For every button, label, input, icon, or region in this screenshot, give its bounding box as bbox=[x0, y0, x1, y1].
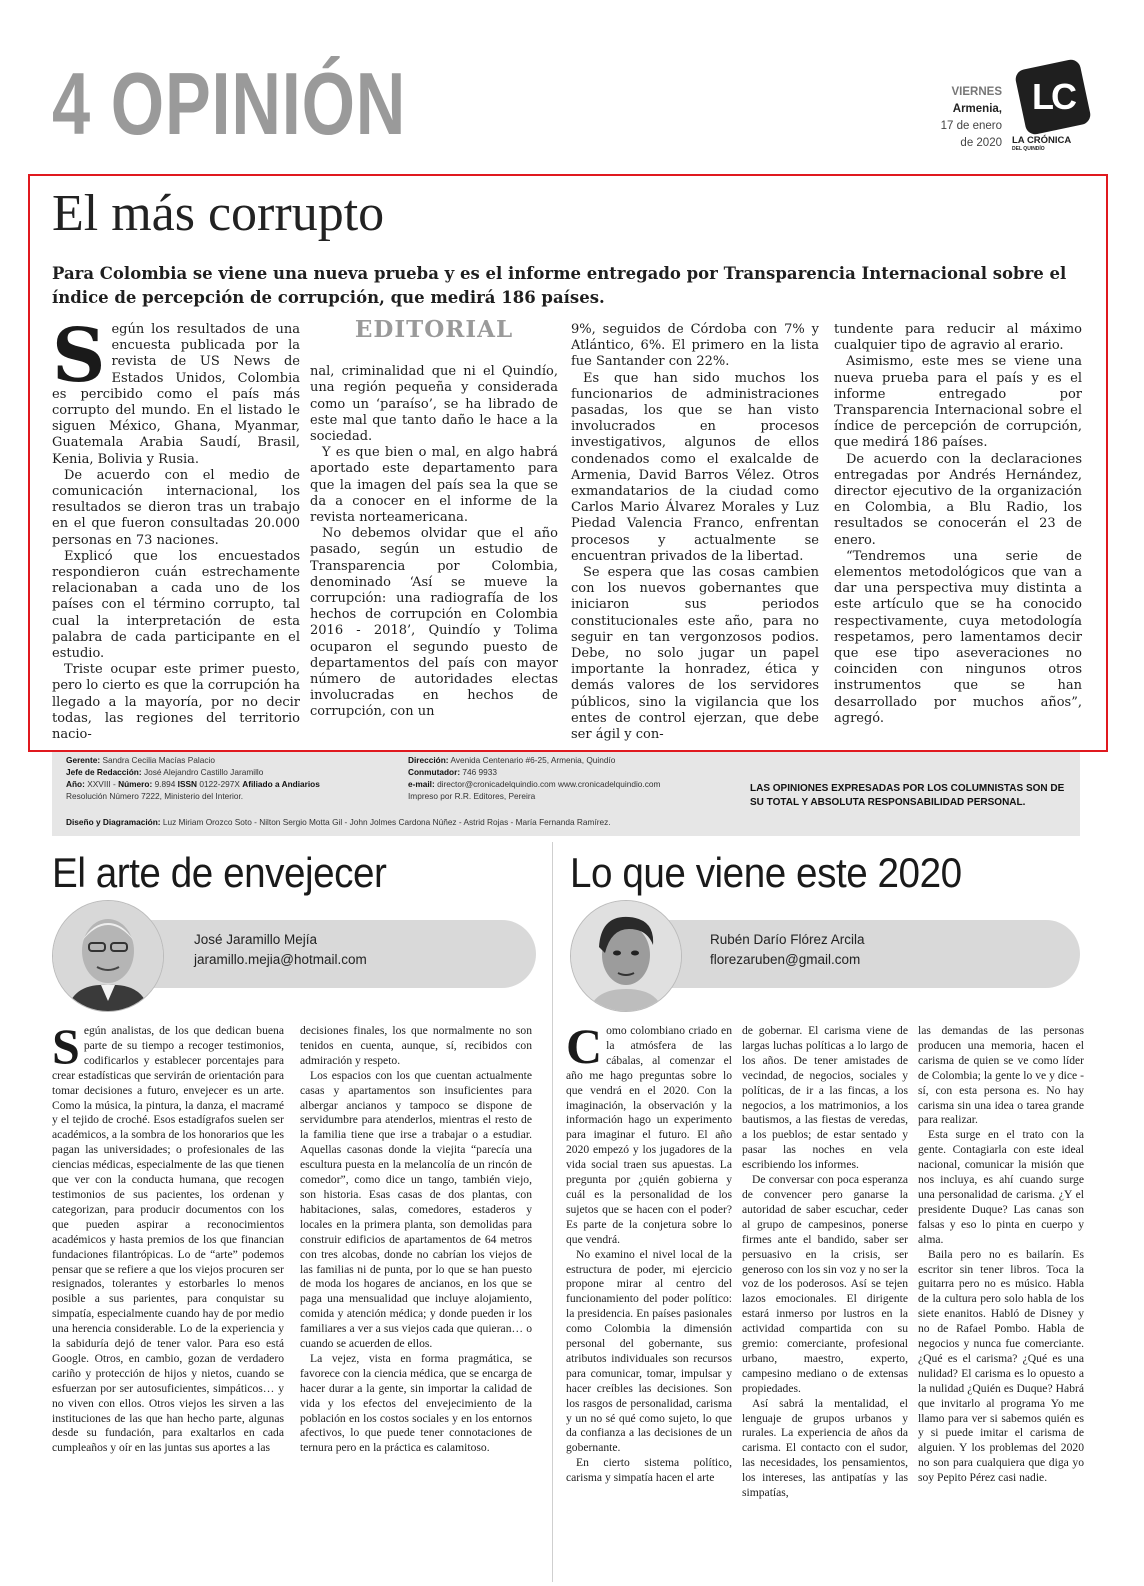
author-name-right: Rubén Darío Flórez Arcila bbox=[710, 932, 865, 947]
editorial-paragraph: No debemos olvidar que el año pasado, según un estudio de Transparencia por Colombia, denominado ‘Así se mueve la corrupción: una radiografía de los hechos de corrupción en Colombia 2016 - 2018’, Quindío y Tolima ocuparon el segundo puesto de departamentos del país con mayor número de autoridades electas involucradas en hechos de corrupción, con un bbox=[310, 526, 558, 720]
newspaper-logo bbox=[1012, 64, 1094, 152]
credit-label: Afiliado a Andiarios bbox=[242, 779, 320, 789]
column-paragraph: Así sabrá la mentalidad, el lenguaje de grupos urbanos y rurales. La experiencia de años da carisma. El contacto con el sudor, las necesidades, los pensamientos, los intereses, las antipatías y las simpatías, bbox=[742, 1396, 908, 1500]
date-day: VIERNES bbox=[951, 86, 1002, 98]
editorial-paragraph bbox=[52, 313, 300, 468]
editorial-lead: Para Colombia se viene una nueva prueba y es el informe entregado por Transparencia Internacional sobre el índice de percepción de corrupción, que medirá 186 países. bbox=[52, 264, 1067, 307]
column-paragraph: de gobernar. El carisma viene de largas luchas políticas a lo largo de los años. De tener amistades de vecindad, de negocios, sociales y políticas, de ir a las fincas, a los negocios, a los matrimonios, a los bautismos, a las fiestas de veredas, a los pueblos; de estar sentado y pasar las noches en vela escribiendo los informes. bbox=[742, 1024, 908, 1172]
editorial-paragraph: “Tendremos una serie de elementos metodológicos que van a dar una perspectiva muy distinta a este artículo que se ha conocido respectivamente, cuya metodología respetamos, pero lamentamos decir que ese tipo aseveraciones no coinciden con ningunos otros instrumentos que se han desarrollado por muchos años”, agregó. bbox=[834, 548, 1082, 726]
editorial-paragraph: Y es que bien o mal, en algo habrá aportado este departamento para que la imagen del país sea la que se da a conocer en el informe de la revista norteamericana. bbox=[310, 445, 558, 526]
credit-label: Jefe de Redacción: bbox=[66, 767, 142, 777]
column-paragraph: decisiones finales, los que normalmente no son tenidos en cuenta, aunque, sí, recibidos con admiración y respeto. bbox=[300, 1024, 532, 1067]
drop-cap: S bbox=[52, 313, 106, 399]
editorial-paragraph: Explicó que los encuestados respondieron cuán estrechamente relacionaban a cada uno de los países con el término corrupto, tal cual la interpretación de esta palabra de cada participante en el estudio. bbox=[52, 548, 300, 662]
column-text: omo colombiano criado en la atmósfera de las cábalas, al comenzar el año me hago preguntas sobre lo que vendrá en el 2020. Con la imaginación, la observación y la información hago un experimento para imaginar el futuro. El año 2020 empezó y los jugadores de la vida social traen sus apuestas. La pregunta por ¿quién gobierna y cuál es la personalidad de los sujetos que se hacen con el poder? Es parte de la conjetura sobre lo que vendrá. bbox=[566, 1024, 732, 1246]
credit-label: Gerente: bbox=[66, 755, 101, 765]
editorial-label: EDITORIAL bbox=[354, 316, 514, 343]
credits-contact bbox=[408, 754, 748, 802]
logo-letters: LC bbox=[1032, 76, 1074, 117]
author-portrait-right bbox=[571, 901, 681, 1011]
column-paragraph: las demandas de las personas producen una memoria, hacen el carisma de quien se ve como líder de Colombia; la gente lo ve y dice - sí, con esta persona es. No hay carisma sin una idea o tarea grande para realizar. bbox=[918, 1024, 1084, 1127]
editorial-paragraph: nal, criminalidad que ni el Quindío, una región pequeña y considerada como un ‘paraíso’, se ha librado de este mal que tanto daño le hace a la sociedad. bbox=[310, 364, 558, 445]
logo-mark bbox=[1014, 58, 1092, 136]
column-paragraph: Los espacios con los que cuentan actualmente casas y apartamentos son insuficientes para albergar ancianos y tampoco se dispone de servidumbre para atenderlos, mientras el resto de la familia tiene que irse a trabajar o a estudiar. Aquellas casonas donde la viejita “parecía una escultura puesta en la melancolía de un rincón de comedor”, como dice un tango, también viejo, son historia. Esas casas de dos plantas, con habitaciones, salas, comedores, estaderos y locales en la primera planta, son demolidas para construir edificios de apartamentos de 64 metros con tres alcobas, donde no cabrían los viejos de las familias ni de punta, por lo que se han puesto de moda los hogares de ancianos, en los que se paga una mensualidad que incluye alojamiento, comida y atención médica; y donde pueden ir los familiares a ver a sus viejos cada que quieran… o cuando se acuerden de ellos. bbox=[300, 1068, 532, 1351]
credits-staff bbox=[66, 754, 396, 802]
author-portrait-left bbox=[53, 901, 163, 1011]
credit-label: e-mail: bbox=[408, 779, 435, 789]
credit-label: Conmutador: bbox=[408, 767, 461, 777]
author-photo-right bbox=[570, 900, 682, 1012]
credit-value: 9.894 bbox=[154, 779, 176, 789]
credit-label: Año: bbox=[66, 779, 85, 789]
editorial-text: egún los resultados de una encuesta publicada por la revista de US News de Estados Unidos, Colombia es percibido como el país más corrupto del mundo. En el listado le siguen México, Ghana, Myanmar, Guatemala Arabia Saudí, Brasil, Kenia, Bolivia y Rusia. bbox=[52, 322, 300, 467]
column-left-text-1 bbox=[52, 1018, 284, 1456]
author-name-left: José Jaramillo Mejía bbox=[194, 932, 318, 947]
credit-label: Número: bbox=[118, 779, 153, 789]
logo-name: LA CRÓNICA bbox=[1012, 135, 1072, 146]
date-city: Armenia, bbox=[952, 103, 1002, 115]
credit-value: 746 9933 bbox=[462, 767, 498, 777]
column-title-left: El arte de envejecer bbox=[52, 849, 387, 896]
column-right-text-2 bbox=[742, 1024, 908, 1501]
credit-value: José Alejandro Castillo Jaramillo bbox=[143, 767, 264, 777]
editorial-paragraph: tundente para reducir al máximo cualquier tipo de agravio al erario. bbox=[834, 322, 1082, 354]
date-block bbox=[930, 84, 1002, 152]
column-paragraph: Baila pero no es bailarín. Es escritor sin tener libros. Toca la guitarra pero no es músico. Habla de la cultura pero solo habla de los siete enanitos. Habló de Disney y no de Rafael Pombo. Habla de negocios y nunca fue comerciante. ¿Qué es el carisma? ¿Qué es una nulidad? El carisma es lo opuesto a la nulidad ¿Quién es Duque? Habrá que invitarlo al programa Yo me llamo para ver si sabemos quién es y si puede imitar el carisma de alguien. Y los problemas del 2020 no son para cualquiera que diga yo soy Pepito Pérez casi nadie. bbox=[918, 1247, 1084, 1485]
editorial-column-3 bbox=[571, 322, 819, 743]
editorial-paragraph: Se espera que las cosas cambien con los nuevos gobernantes que iniciaron sus periodos constitucionales este año, para no seguir en tan vergonzosos podios. Debe, no solo jugar un papel importante la honradez, ética y demás valores de los servidores públicos, sino la vigilancia que los entes de control ejerzan, que debe ser ágil y con- bbox=[571, 565, 819, 743]
editorial-paragraph: 9%, seguidos de Córdoba con 7% y Atlántico, 6%. El primero en la lista fue Santander con 22%. bbox=[571, 322, 819, 370]
logo-subname: DEL QUINDÍO bbox=[1012, 146, 1045, 152]
column-paragraph: No examino el nivel local de la estructura de poder, mi ejercicio propone mirar al centro del funcionamiento del poder político: la presidencia. En países pasionales como Colombia la dimensión personal del gobernante, sus atributos individuales son recursos para comunicar, tomar, impulsar y hacer creíbles las decisiones. Son los rasgos de personalidad, carisma y un no sé qué como sujeto, lo que da confianza a las decisiones de un gobernante. bbox=[566, 1247, 732, 1455]
editorial-paragraph: Asimismo, este mes se viene una nueva prueba para el país y es el informe entregado por Transparencia Internacional sobre el índice de percepción de corrupción, que medirá 186 países. bbox=[834, 354, 1082, 451]
column-paragraph: La vejez, vista en forma pragmática, se favorece con la ciencia médica, que se encarga de hacer durar a la gente, sin importar la calidad de vida y los efectos del envejecimiento de la población en los costos sociales y en los entornos afectivos, lo que puede tener connotaciones de ternura pero en la práctica es calamitoso. bbox=[300, 1351, 532, 1455]
credit-value: XXVIII - bbox=[87, 779, 116, 789]
drop-cap: C bbox=[566, 1018, 603, 1074]
column-paragraph bbox=[52, 1018, 284, 1456]
credit-value: Luz Miriam Orozco Soto - Nilton Sergio Motta Gil - John Jolmes Cardona Núñez - Astrid Rojas - María Fernanda Ramírez. bbox=[162, 817, 611, 827]
credit-value: Impreso por R.R. Editores, Pereira bbox=[408, 791, 536, 801]
credit-value: director@cronicadelquindio.com www.cronicadelquindio.com bbox=[437, 779, 661, 789]
editorial-column-4 bbox=[834, 322, 1082, 727]
credit-label: Diseño y Diagramación: bbox=[66, 817, 161, 827]
credit-value: Resolución Número 7222, Ministerio del Interior. bbox=[66, 791, 244, 801]
author-email-left: jaramillo.mejia@hotmail.com bbox=[194, 952, 367, 967]
column-divider bbox=[552, 842, 553, 1582]
credit-label: Dirección: bbox=[408, 755, 449, 765]
section-title: 4 OPINIÓN bbox=[52, 54, 407, 153]
author-email-right: florezaruben@gmail.com bbox=[710, 952, 861, 967]
editorial-paragraph: De acuerdo con el medio de comunicación internacional, los resultados se dieron tras un trabajo en el que fueron consultadas 20.000 personas en 73 naciones. bbox=[52, 467, 300, 548]
credit-value: Sandra Cecilia Macías Palacio bbox=[102, 755, 215, 765]
column-right-text-1 bbox=[566, 1018, 732, 1486]
editorial-paragraph: Es que han sido muchos los funcionarios de administraciones pasadas, los que se han visto involucrados en procesos investigativos, algunos de ellos condenados como el exalcalde de Armenia, David Barros Vélez. Otros exmandatarios de la ciudad como Carlos Mario Álvarez Morales y Luz Piedad Valencia Franco, enfrentan procesos y actualmente se encuentran privados de la libertad. bbox=[571, 370, 819, 564]
column-paragraph: En cierto sistema político, carisma y simpatía hacen el arte bbox=[566, 1456, 732, 1485]
column-right-text-3 bbox=[918, 1024, 1084, 1486]
credits-design bbox=[66, 816, 786, 828]
column-paragraph bbox=[566, 1018, 732, 1248]
column-left-text-2 bbox=[300, 1024, 532, 1456]
drop-cap: S bbox=[52, 1018, 80, 1074]
editorial-paragraph: Triste ocupar este primer puesto, pero lo cierto es que la corrupción ha llegado a la mayoría, por no decir todas, las regiones del territorio nacio- bbox=[52, 662, 301, 743]
editorial-column-2 bbox=[310, 316, 558, 721]
date-line-1: 17 de enero bbox=[940, 120, 1002, 132]
editorial-column-1 bbox=[52, 313, 301, 743]
credit-label: ISSN bbox=[177, 779, 198, 789]
column-title-right: Lo que viene este 2020 bbox=[570, 849, 962, 896]
credit-value: Avenida Centenario #6-25, Armenia, Quindío bbox=[450, 755, 616, 765]
opinion-disclaimer: LAS OPINIONES EXPRESADAS POR LOS COLUMNISTAS SON DE SU TOTAL Y ABSOLUTA RESPONSABILIDAD PERSONAL. bbox=[750, 783, 1065, 808]
date-line-2: de 2020 bbox=[960, 137, 1002, 149]
credit-value: 0122-297X bbox=[199, 779, 240, 789]
author-photo-left bbox=[52, 900, 164, 1012]
column-paragraph: De conversar con poca esperanza de convencer pero ganarse la autoridad de saber escuchar, ceder al grupo de campesinos, ponerse firmes ante el bandido, saber ser persuasivo en la crisis, ser generoso con los sin voz y no ser la voz de los poderosos. Así se tejen lazos emocionales. El dirigente estará inmerso por lustros en la actividad compartida con su gremio: comerciante, profesional urbano, maestro, experto, campesino mediano o de extensas propiedades. bbox=[742, 1173, 908, 1395]
editorial-paragraph: De acuerdo con la declaraciones entregadas por Andrés Hernández, director ejecutivo de la organización en Colombia, a Blu Radio, los resultados se conocerán el 23 de enero. bbox=[834, 451, 1082, 548]
column-text: egún analistas, de los que dedican buena parte de su tiempo a recoger testimonios, codificarlos y establecer porcentajes para crear estadísticas que servirán de orientación para tomar decisiones a futuro, envejecer es un arte. Como la música, la pintura, la danza, el macramé y el tejido de croché. Esos estadígrafos suelen ser académicos, a la sombra de los honorarios que les pagan las universidades; o profesionales de las ciencias médicas, especialmente de las que tienen que ver con la conducta humana, que recogen testimonios de sus pacientes, los ordenan y categorizan, para producir documentos con los que pueden aspirar a reconocimientos académicos y hasta premios de los que financian fundaciones filantrópicas. Lo de “arte” podemos pensar que se refiere a que los viejos procuren ser resignados, tolerantes y estorbarles lo menos posible a sus parientes, para conquistar su simpatía, especialmente cuando hay de por medio una herencia considerable. Lo de la experiencia y la sabiduría dejó de tener valor. Para eso está Google. Otros, en cambio, gozan de verdadero cariño y protección de hijos y nietos, cuando se esfuerzan por ser autosuficientes, simpáticos… y no viven con ellos. Otros viejos les sirven a las instituciones de las que han hecho parte, algunas desde su fundación, para exaltarlos en cada cumpleaños y oír en las juntas sus aportes a las bbox=[52, 1024, 284, 1455]
editorial-headline: El más corrupto bbox=[52, 185, 385, 242]
column-paragraph: Esta surge en el trato con la gente. Contagiarla con este ideal nacional, comunicar la misión que nos incluya, es ahí cuando surge una personalidad de carisma. ¿Y el presidente Duque? Las canas son falsas y eso lo pinta en cuerpo y alma. bbox=[918, 1128, 1084, 1246]
